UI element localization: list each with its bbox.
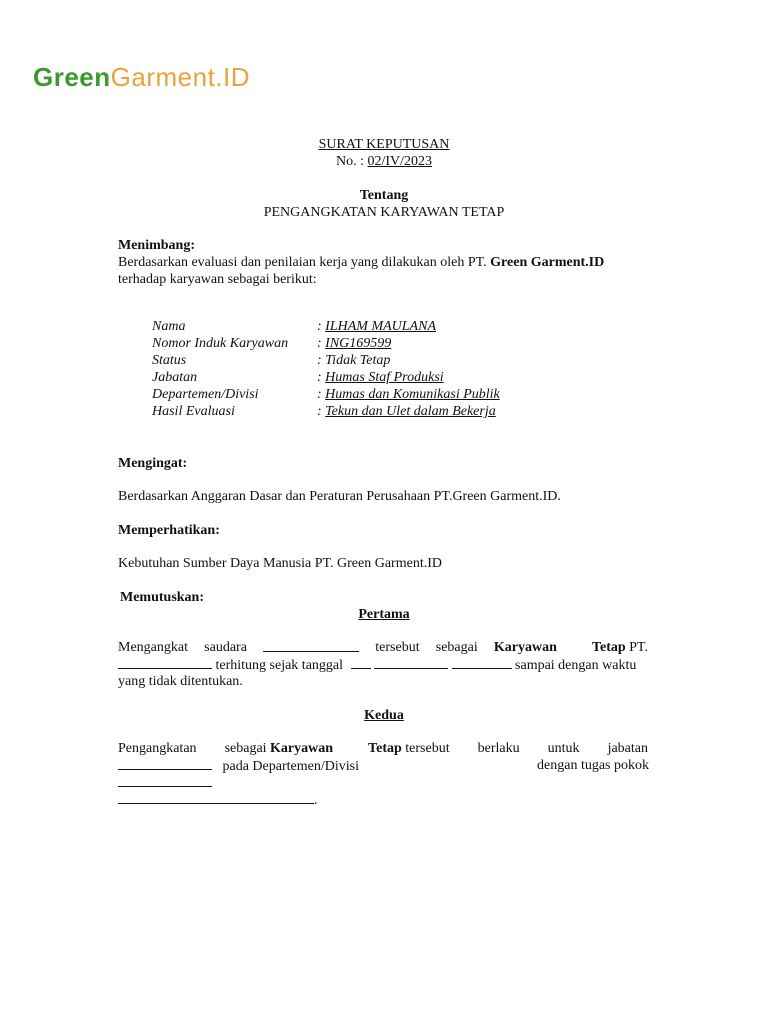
kedua-line2-left: [118, 757, 359, 775]
karyawan-tetap-bold: [494, 639, 648, 656]
kedua-line1: [118, 740, 648, 757]
text-word: tersebut: [375, 640, 420, 655]
detail-label: Departemen/Divisi: [152, 387, 259, 402]
date-blank-2: [374, 656, 448, 669]
detail-label: Nomor Induk Karyawan: [152, 336, 289, 351]
text-word: PT.: [629, 640, 648, 655]
jabatan-blank: [118, 757, 212, 770]
mengingat-text: Berdasarkan Anggaran Dasar dan Peraturan Perusahaan PT.Green Garment.ID.: [118, 489, 561, 504]
number-prefix: No. :: [335, 154, 364, 169]
bold-word: Karyawan: [270, 741, 334, 756]
detail-value: ILHAM MAULANA: [325, 319, 436, 334]
detail-value: Humas Staf Produksi: [325, 370, 444, 385]
logo-garment: Garment.ID: [110, 62, 251, 92]
mengingat-heading: Mengingat:: [118, 456, 188, 471]
pertama-line3: yang tidak ditentukan.: [118, 674, 243, 689]
kedua-line2-right: dengan tugas pokok: [537, 758, 649, 773]
text-word: sebagai: [224, 741, 267, 756]
detail-value: ING169599: [325, 336, 392, 351]
document-title: SURAT KEPUTUSAN: [318, 137, 450, 152]
employee-details: [152, 318, 500, 420]
kedua-heading: Kedua: [364, 708, 404, 723]
pertama-heading: Pertama: [358, 607, 410, 622]
detail-row-status: Status : Tidak Tetap: [152, 353, 391, 368]
detail-value: Tekun dan Ulet dalam Bekerja: [325, 404, 496, 419]
company-logo: [33, 62, 250, 93]
text-word: tersebut: [405, 741, 450, 756]
text-span: sampai dengan waktu: [515, 658, 637, 673]
memperhatikan-heading: Memperhatikan:: [118, 523, 220, 538]
text-word: Pengangkatan: [118, 741, 197, 756]
detail-value: Tidak Tetap: [325, 353, 391, 368]
name-blank: [263, 639, 359, 652]
detail-row-jabatan: Jabatan : Humas Staf Produksi: [152, 370, 444, 385]
memperhatikan-text: Kebutuhan Sumber Daya Manusia PT. Green Garment.ID: [118, 556, 442, 571]
detail-value: Humas dan Komunikasi Publik: [325, 387, 500, 402]
text-word: saudara: [204, 640, 247, 655]
document-subject: PENGANGKATAN KARYAWAN TETAP: [263, 205, 505, 220]
about-label: Tentang: [359, 188, 409, 203]
detail-row-divisi: Departemen/Divisi : Humas dan Komunikasi Publik: [152, 387, 500, 402]
menimbang-text1: Berdasarkan evaluasi dan penilaian kerja yang dilakukan oleh PT.: [118, 255, 487, 270]
detail-label: Nama: [152, 319, 186, 334]
text-word: berlaku: [477, 741, 520, 756]
pertama-line1: [118, 639, 648, 656]
text-word: sebagai: [435, 640, 478, 655]
bold-word: Tetap: [368, 741, 402, 756]
karyawan-tetap-bold: [225, 740, 450, 757]
date-blank-1: [351, 656, 371, 669]
kedua-line4: [118, 791, 318, 809]
detail-row-name: Nama : ILHAM MAULANA: [152, 319, 436, 334]
text-word: jabatan: [607, 741, 648, 756]
kedua-line3: [118, 774, 212, 792]
detail-row-nik: Nomor Induk Karyawan : ING169599: [152, 336, 392, 351]
pertama-line2: [118, 656, 636, 674]
text-span: terhitung sejak tanggal: [215, 658, 344, 673]
bold-word: Tetap: [591, 640, 626, 655]
bold-word: Karyawan: [493, 640, 557, 655]
divisi-blank: [118, 774, 212, 787]
logo-green: Green: [33, 62, 111, 92]
menimbang-heading: Menimbang:: [118, 238, 195, 253]
date-blank-3: [452, 656, 512, 669]
menimbang-company: Green Garment.ID: [490, 255, 605, 270]
detail-label: Status: [152, 353, 187, 368]
menimbang-line2: terhadap karyawan sebagai berikut:: [118, 272, 317, 287]
detail-label: Jabatan: [152, 370, 198, 385]
detail-label: Hasil Evaluasi: [152, 404, 235, 419]
text-word: untuk: [547, 741, 580, 756]
company-blank: [118, 656, 212, 669]
text-span: .: [314, 793, 318, 808]
tugas-blank: [118, 791, 314, 804]
document-number: [0, 153, 768, 170]
text-span: pada Departemen/Divisi: [222, 759, 359, 774]
number-value: 02/IV/2023: [367, 154, 433, 169]
text-word: Mengangkat: [118, 640, 188, 655]
menimbang-line1: [118, 254, 604, 271]
memutuskan-heading: Memutuskan:: [120, 590, 205, 605]
detail-row-evaluasi: Hasil Evaluasi : Tekun dan Ulet dalam Bekerja: [152, 404, 496, 419]
